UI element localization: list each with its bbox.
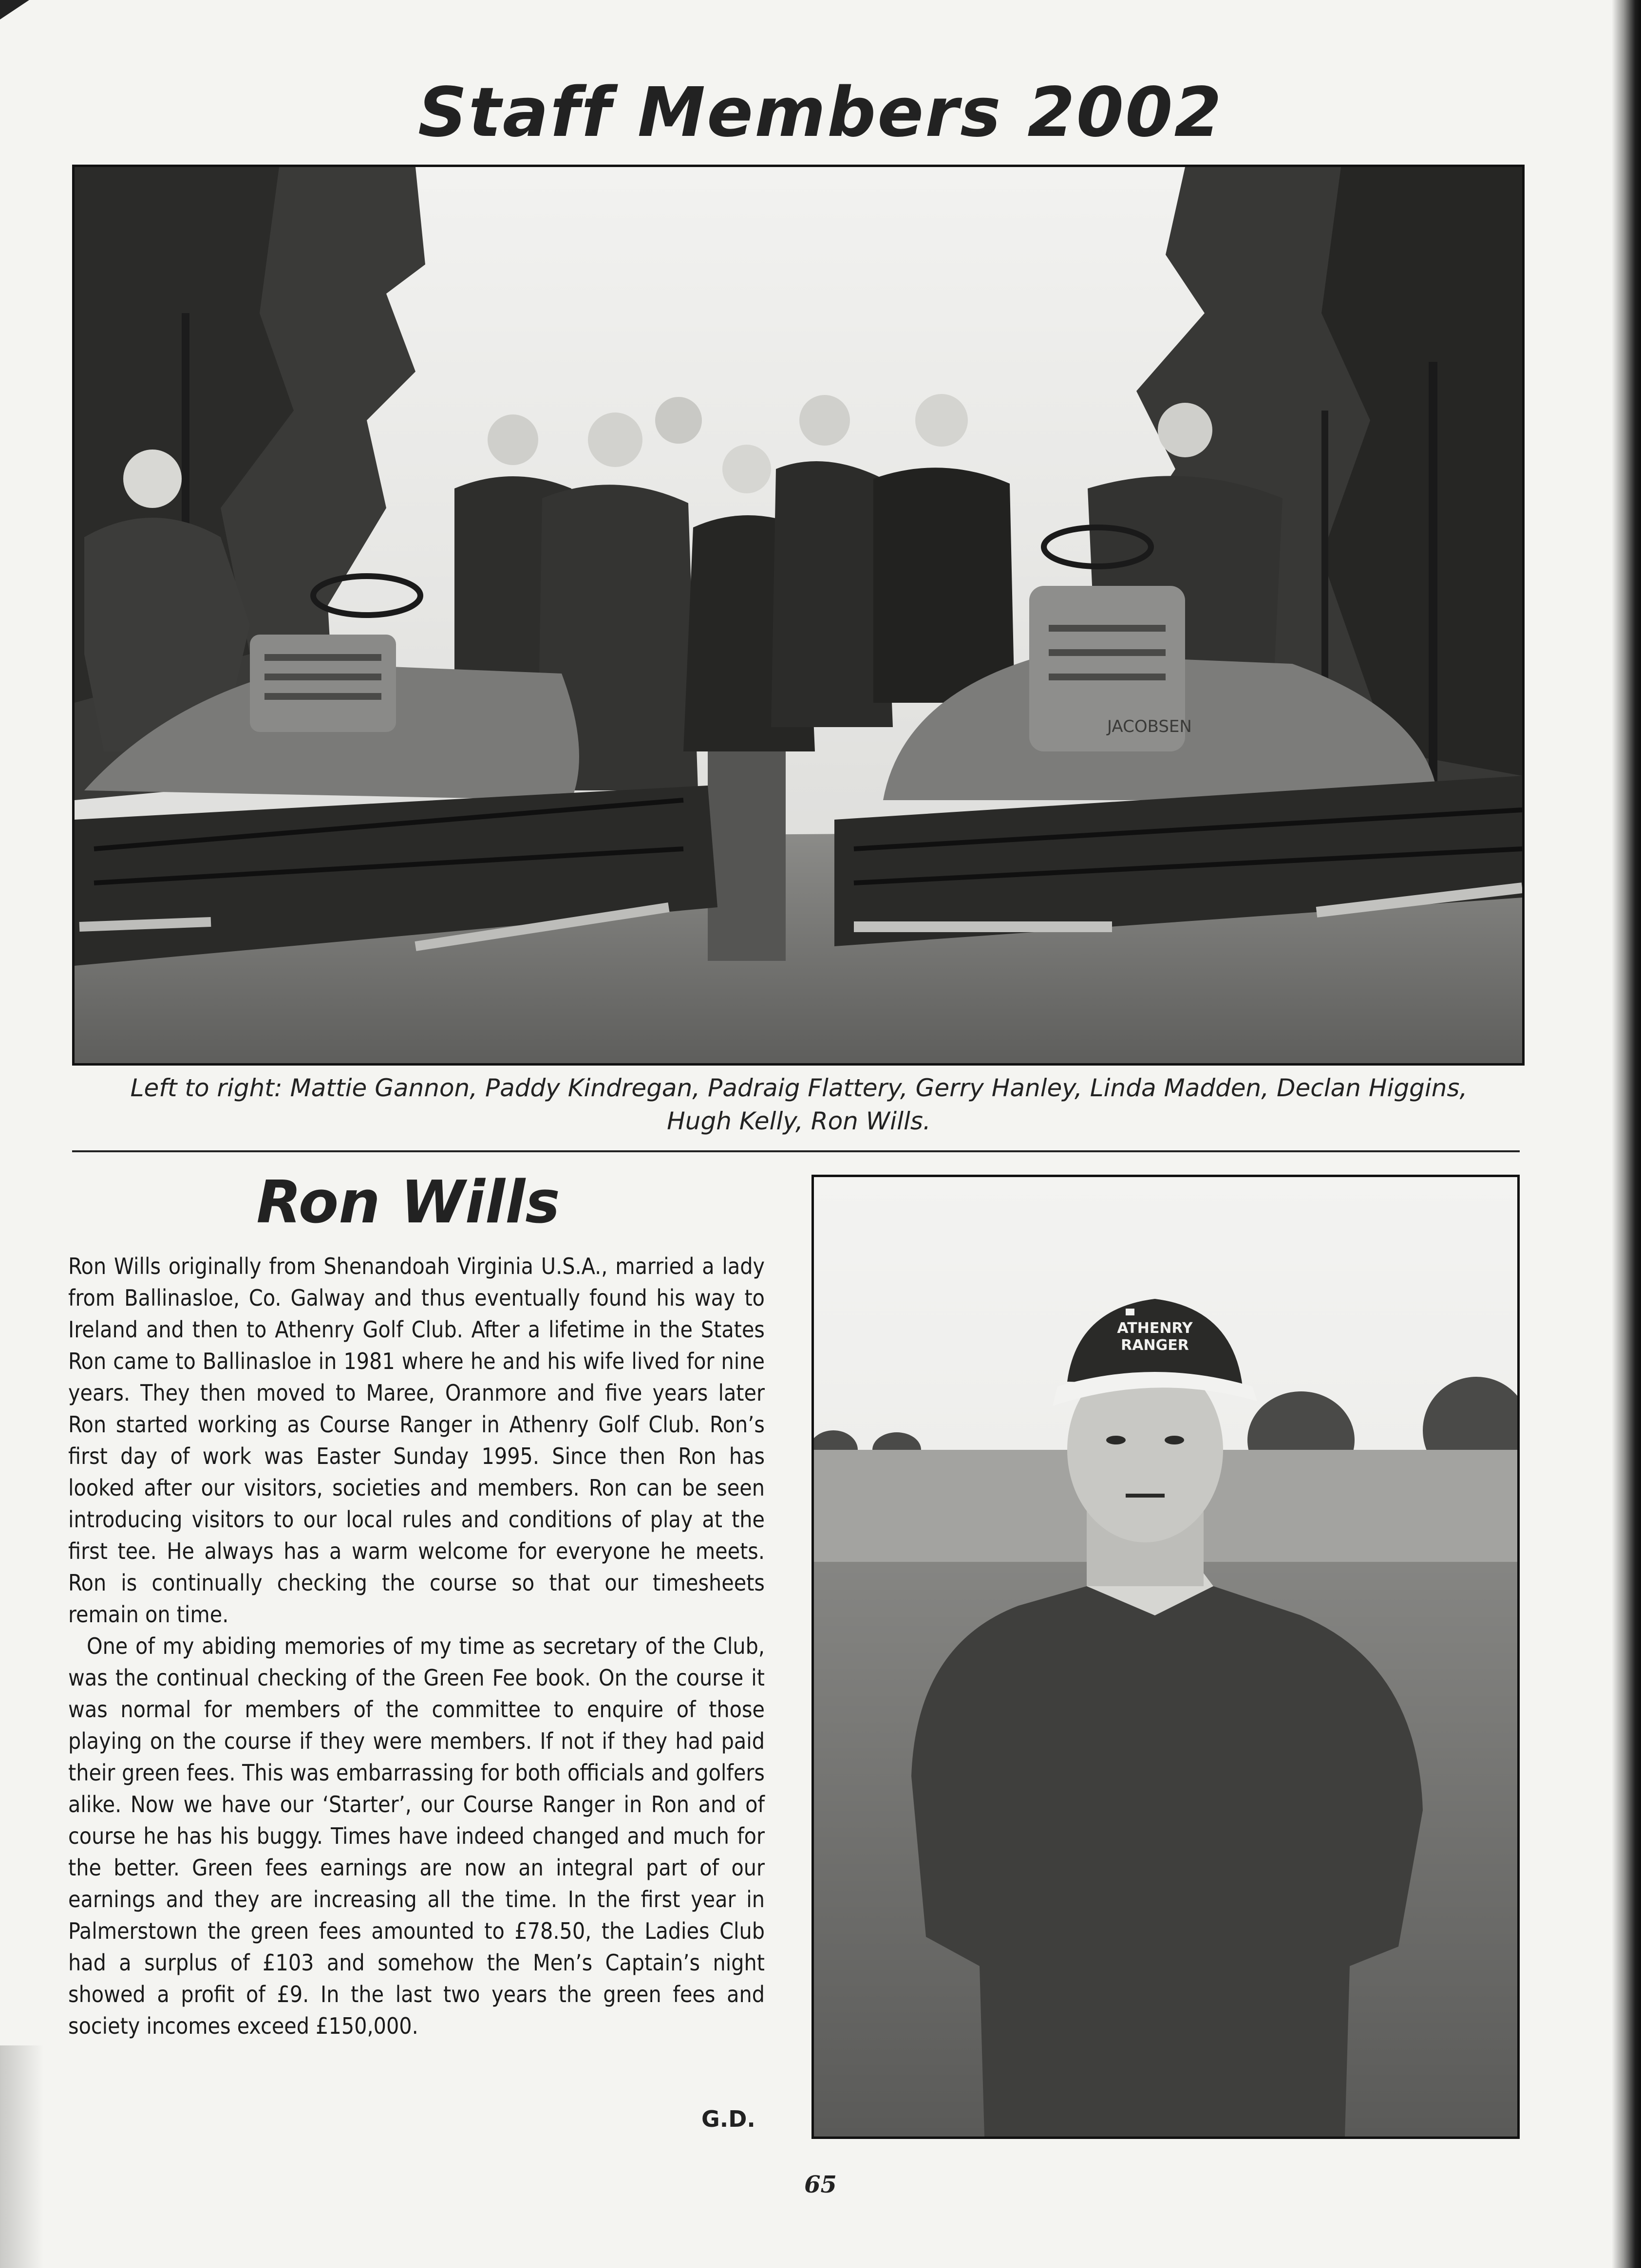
page-number: 65 bbox=[804, 2171, 837, 2198]
cap-text-line-1: ATHENRY bbox=[1117, 1320, 1193, 1337]
scan-left-shadow bbox=[0, 2045, 44, 2268]
article-paragraph-1: Ron Wills originally from Shenandoah Virginia U.S.A., married a lady from Ballinasloe, Co. Galway and thus eventually found his way to Ireland and then to Athenry Golf Club. After a lifetime in the States Ron came to Ballinasloe in 1981 where he and his wife lived for nine years. They then moved to Maree, Oranmore and five years later Ron started working as Course Ranger in Athenry Golf Club. Ron’s first day of work was Easter Sunday 1995. Since then Ron has looked after our visitors, societies and members. Ron can be seen introducing visitors to our local rules and conditions of play at the first tee. He always has a warm welcome for everyone he meets. Ron is continually checking the course so that our timesheets remain on time. bbox=[68, 1253, 765, 1628]
portrait-photo bbox=[811, 1175, 1520, 2139]
mower-brand-label: JACOBSEN bbox=[1107, 717, 1192, 736]
caption-line-1: Left to right: Mattie Gannon, Paddy Kindregan, Padraig Flattery, Gerry Hanley, Linda Madden, Declan Higgins, bbox=[130, 1074, 1468, 1102]
scan-right-edge bbox=[1612, 0, 1641, 2268]
cap-text-line-2: RANGER bbox=[1121, 1337, 1189, 1354]
article-paragraph-2: One of my abiding memories of my time as secretary of the Club, was the continual checking of the Green Fee book. On the course it was normal for members of the committee to enquire of those playing on the course if they were members. If not if they had paid their green fees. This was embarrassing for both officials and golfers alike. Now we have our ‘Starter’, our Course Ranger in Ron and of course he has his buggy. Times have indeed changed and much for the better. Green fees earnings are now an integral part of our earnings and they are increasing all the time. In the first year in Palmerstown the green fees amounted to £78.50, the Ladies Club had a surplus of £103 and somehow the Men’s Captain’s night showed a profit of £9. In the last two years the green fees and society incomes exceed £150,000. bbox=[68, 1633, 765, 2039]
section-divider bbox=[72, 1150, 1520, 1152]
article-signature: G.D. bbox=[701, 2106, 755, 2132]
page-title: Staff Members 2002 bbox=[418, 73, 1223, 152]
group-photo bbox=[72, 165, 1525, 1066]
group-photo-caption bbox=[58, 1071, 1539, 1138]
scan-corner-shadow bbox=[0, 0, 29, 19]
caption-line-2: Hugh Kelly, Ron Wills. bbox=[667, 1107, 931, 1135]
article-body bbox=[68, 1251, 765, 2042]
article-heading: Ron Wills bbox=[256, 1169, 560, 1237]
